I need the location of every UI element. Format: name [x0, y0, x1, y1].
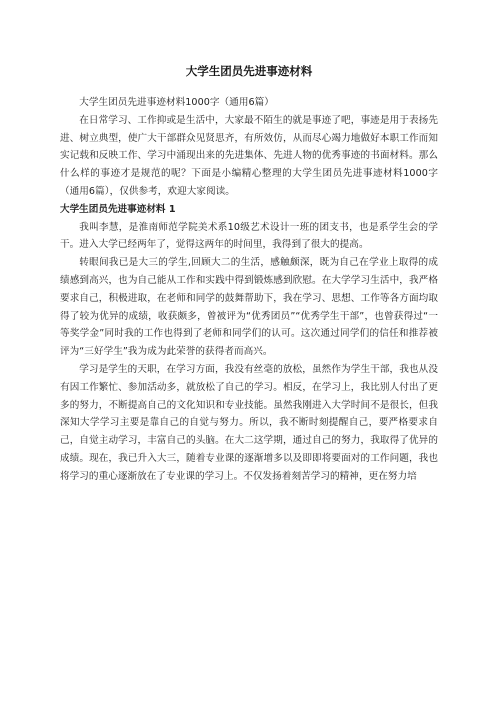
section-paragraph-1: 我叫李慧，是淮南师范学院美术系10级艺术设计一班的团支书，也是系学生会的学干。进入大学已经两年了，觉得这两年的时间里，我得到了很大的提高。 — [60, 221, 438, 251]
subtitle-paragraph: 大学生团员先进事迹材料1000字（通用6篇） — [79, 97, 274, 108]
document-title: 大学生团员先进事迹材料 — [185, 64, 313, 78]
section-paragraph-3: 学习是学生的天职，在学习方面，我没有丝毫的放松，虽然作为学生干部，我也从没有因工作繁忙、参加活动多，就放松了自己的学习。相反，在学习上，我比别人付出了更多的努力，不断提高自己的文化知识和专业技能。虽然我刚进入大学时间不是很长，但我深知大学学习主要是靠自己的自觉与努力。所以，我不断时刻提醒自己，要严格要求自己，自觉主动学习，丰富自己的头脑。在大二这学期，通过自己的努力，我取得了优异的成绩。现在，我已升入大三，随着专业课的逐渐增多以及即即将要面对的工作问题，我也将学习的重心逐渐放在了专业课的学习上。不仅发扬着刻苦学习的精神，更在努力培 — [60, 363, 438, 482]
section-heading: 大学生团员先进事迹材料 1 — [60, 203, 176, 215]
section-paragraph-2: 转眼间我已是大三的学生,回顾大二的生活，感触颇深，既为自己在学业上取得的成绩感到高兴，也为自己能从工作和实践中得到锻炼感到欣慰。在大学学习生活中，我严格要求自己，积极进取，在老师和同学的鼓舞帮助下，我在学习、思想、工作等各方面均取得了较为优异的成绩，收获颇多，曾被评为“优秀团员”“优秀学生干部”，也曾获得过“一等奖学金”同时我的工作也得到了老师和同学们的认可。这次通过同学们的信任和推荐被评为“三好学生”我为成为此荣誉的获得者而高兴。 — [60, 257, 438, 358]
intro-paragraph: 在日常学习、工作抑或是生活中，大家最不陌生的就是事迹了吧，事迹是用于表扬先进、树立典型，使广大干部群众见贤思齐，有所效仿，从而尽心竭力地做好本职工作而知实记载和反映工作、学习中涌现出来的先进集体、先进人物的优秀事迹的书面材料。那么什么样的事迹才是规范的呢？下面是小编精心整理的大学生团员先进事迹材料1000字（通用6篇），仅供参考，欢迎大家阅读。 — [60, 114, 438, 197]
